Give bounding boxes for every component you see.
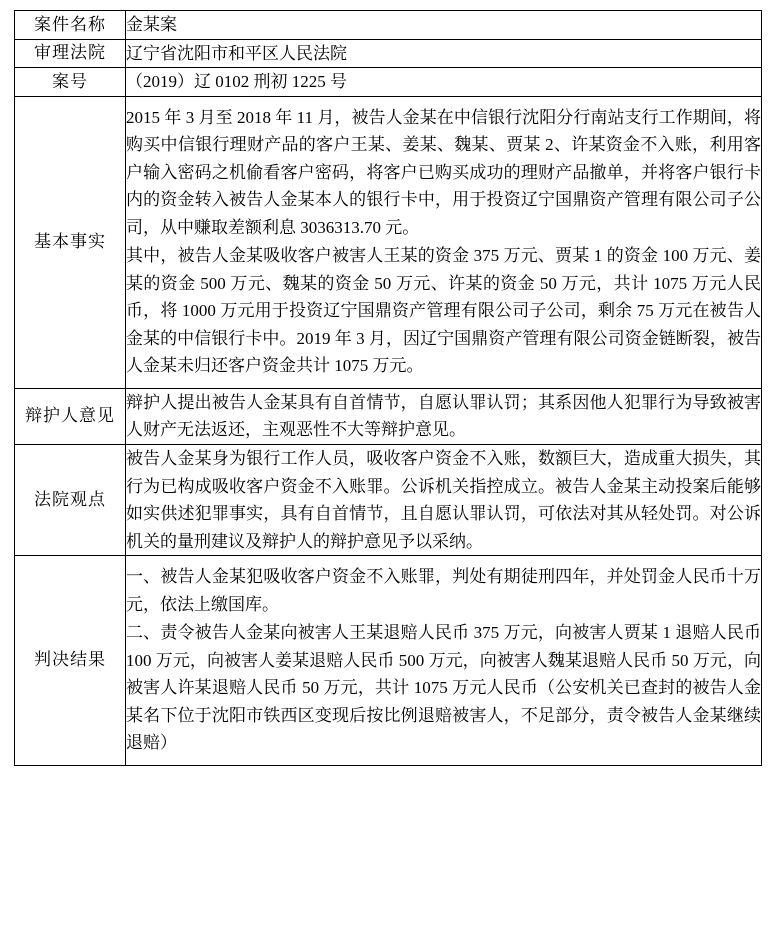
table-row <box>15 96 762 388</box>
label-text: 案件名称 <box>34 14 106 34</box>
row-value-case-name <box>126 11 762 40</box>
row-value-court-opinion <box>126 444 762 555</box>
label-text: 法院观点 <box>34 489 106 509</box>
row-label-court <box>15 39 126 68</box>
table-row <box>15 444 762 555</box>
paragraph: 辽宁省沈阳市和平区人民法院 <box>126 43 347 63</box>
row-value-defense-opinion <box>126 388 762 444</box>
label-text: 基本事实 <box>34 232 106 252</box>
label-text: 辩护人意见 <box>25 406 115 426</box>
paragraph: 辩护人提出被告人金某具有自首情节，自愿认罪认罚；其系因他人犯罪行为导致被害人财产无法返还，主观恶性不大等辩护意见。 <box>126 392 761 440</box>
label-text: 案号 <box>52 71 88 91</box>
label-text: 审理法院 <box>34 43 106 63</box>
paragraph: 金某案 <box>126 15 177 34</box>
paragraph: 2015 年 3 月至 2018 年 11 月，被告人金某在中信银行沈阳分行南站支行工作期间，将购买中信银行理财产品的客户王某、姜某、魏某、贾某 2、许某资金不入账，利用客户输入密码之机偷看客户密码，将客户已购买成功的理财产品撤单，并将客户银行卡内的资金转入被告人金某本人的银行卡中，用于投资辽宁国鼎资产管理有限公司子公司，从中赚取差额利息 3036313.70 元。 <box>126 107 761 237</box>
row-label-basic-facts <box>15 96 126 388</box>
paragraph: 二、责令被告人金某向被害人王某退赔人民币 375 万元，向被害人贾某 1 退赔人民币 100 万元，向被害人姜某退赔人民币 500 万元，向被害人魏某退赔人民币 50 万元，向被害人许某退赔人民币 50 万元，共计 1075 万元人民币（公安机关已查封的被告人金某名下位于沈阳市铁西区变现后按比例退赔被害人，不足部分，责令被告人金某继续退赔） <box>126 623 761 753</box>
table-row <box>15 388 762 444</box>
row-value-case-number <box>126 68 762 97</box>
row-label-case-number <box>15 68 126 97</box>
table-row <box>15 11 762 40</box>
row-value-court <box>126 39 762 68</box>
case-summary-table <box>14 10 762 766</box>
paragraph: 一、被告人金某犯吸收客户资金不入账罪，判处有期徒刑四年，并处罚金人民币十万元，依法上缴国库。 <box>126 567 761 614</box>
paragraph: 其中，被告人金某吸收客户被害人王某的资金 375 万元、贾某 1 的资金 100 万元、姜某的资金 500 万元、魏某的资金 50 万元、许某的资金 50 万元，共计 1075 万元人民币，将 1000 万元用于投资辽宁国鼎资产管理有限公司子公司，剩余 75 万元在被告人金某的中信银行卡中。2019 年 3 月，因辽宁国鼎资产管理有限公司资金链断裂，被告人金某未归还客户资金共计 1075 万元。 <box>126 246 761 376</box>
row-value-basic-facts <box>126 96 762 388</box>
row-label-court-opinion <box>15 444 126 555</box>
label-text: 判决结果 <box>34 650 106 670</box>
paragraph: （2019）辽 0102 刑初 1225 号 <box>126 72 347 92</box>
table-row <box>15 556 762 766</box>
table-row <box>15 39 762 68</box>
row-value-judgment <box>126 556 762 766</box>
row-label-defense-opinion <box>15 388 126 444</box>
row-label-case-name <box>15 11 126 40</box>
row-label-judgment <box>15 556 126 766</box>
table-row <box>15 68 762 97</box>
paragraph: 被告人金某身为银行工作人员，吸收客户资金不入账，数额巨大，造成重大损失，其行为已构成吸收客户资金不入账罪。公诉机关指控成立。被告人金某主动投案后能够如实供述犯罪事实，具有自首情节，且自愿认罪认罚，可依法对其从轻处罚。对公诉机关的量刑建议及辩护人的辩护意见予以采纳。 <box>126 448 761 551</box>
